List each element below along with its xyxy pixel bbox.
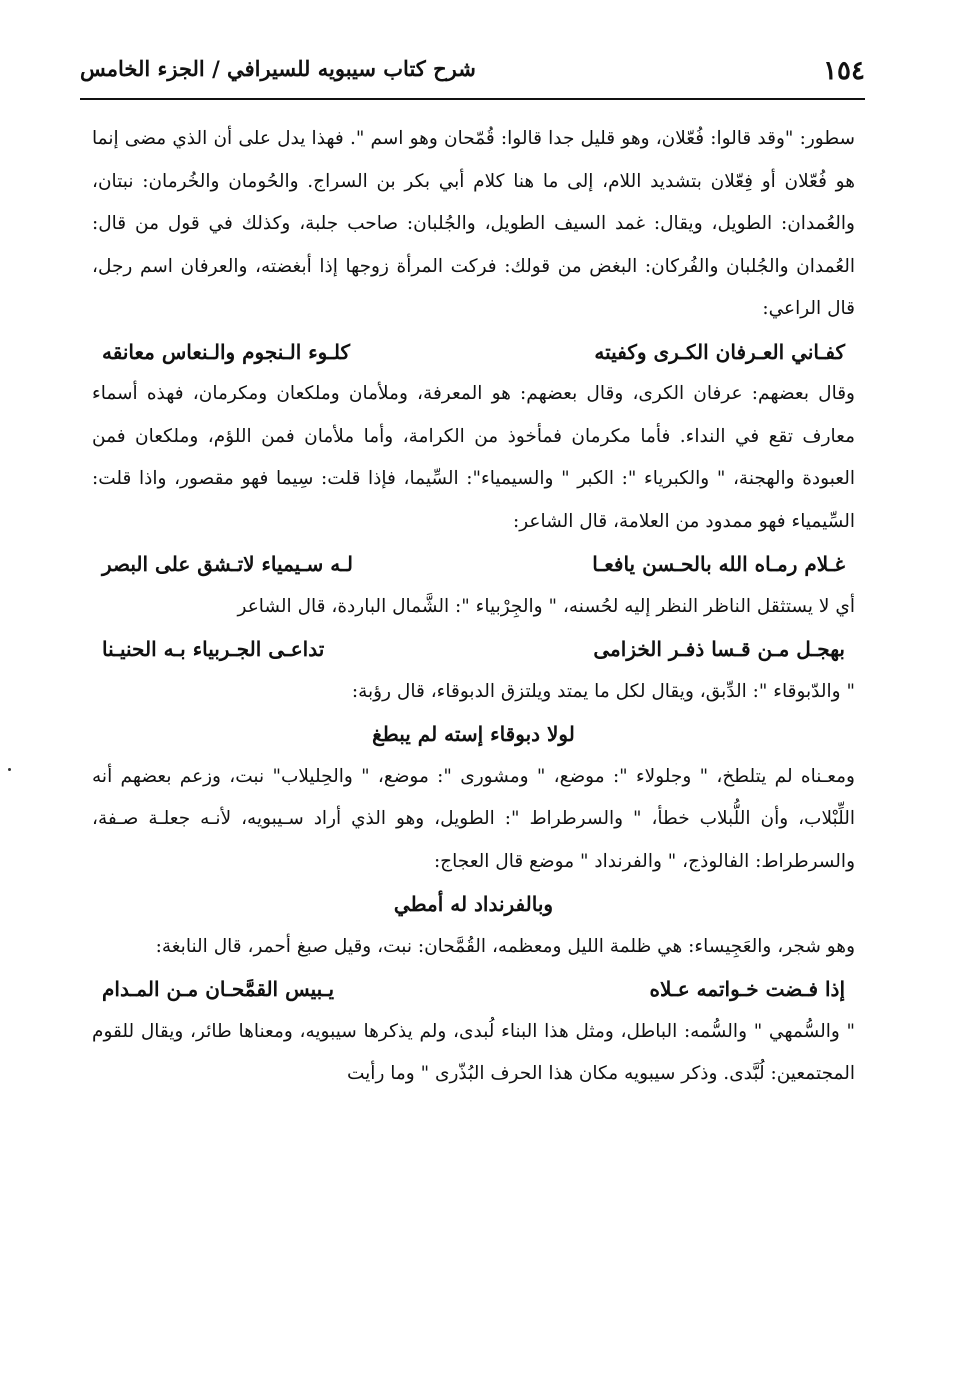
verse-line xyxy=(92,543,855,586)
paragraph: " والدّبوقاء ": الدِّبق، ويقال لكل ما يمتد ويلتزق الدبوقاء، قال رؤبة: xyxy=(351,680,855,702)
page-number: ١٥٤ xyxy=(823,56,865,86)
verse-second-hemistich: كلـوء الـنجوم والـنعاس معانقه xyxy=(102,339,351,364)
verse-second-hemistich: لـه سـيمياء لاتـشق على البصر xyxy=(102,552,353,576)
paragraph: وقال بعضهم: عرفان الكرى، وقال بعضهم: هو المعرفة، وملأمان وملكعان ومكرمان، فهذه أسماء معارف تقع في النداء. فأما مكرمان فمأخوذ من الكرامة، وأما ملأمان فمن اللؤم، وملكعان فمن العبودة والهجنة، " والكبرياء ": الكبر " والسيمياء": السِّيما، فإذا قلت: سِيما فهو مقصور، واذا قلت: السِّيمياء فهو ممدود من العلامة، قال الشاعر: xyxy=(92,383,855,532)
verse-second-hemistich: تداعـى الجـربياء بـه الحنيـنا xyxy=(102,637,325,661)
paragraph: سطور: "وقد قالوا: فُعّلان، وهو قليل جدا قالوا: قُمّحان وهو اسم ". فهذا يدل على أن الذي مضى إنما هو فُعّلان أو فِعّلان بتشديد اللام، إلى ما هنا كلام أبي بكر بن السراج. والحُومان والخُرمان: نبتان، والعُمدان: الطويل، ويقال: غمد السيف الطويل، والجُلبان: صاحب جلبة، وكذلك في قول من قال: العُمدان والجُلبان والفُركان: البغض من قولك: فركت المرأة زوجها إذا أبغضته، والعرفان اسم رجل، قال الراعي: xyxy=(92,128,855,319)
page-body xyxy=(92,118,855,1096)
verse-line xyxy=(92,628,855,671)
verse-first-hemistich: بهجـل مـن قـسا ذفـر الخزامى xyxy=(593,637,845,661)
verse-first-hemistich: كفـاني العـرفان الكـرى وكفيته xyxy=(594,339,845,364)
verse-line xyxy=(92,968,855,1011)
paragraph: ومعـناه لم يتلطخ، " وجلولاء ": موضع، " ومشورى ": موضع، " والحِليلاب" نبت، وزعم بعضهم أنه اللِّبْلاب، وأن اللُّبلاب خطأ، " والسرطراط ": الطويل، وهو الذي أراد سـيبويه، لأنـه جعلـة صـفة، والسرطراط: الفالوذج، " والفرنداد " موضع قال العجاج: xyxy=(92,765,855,872)
verse-first-hemistich: إذا فـضت خـواتمه عـلاه xyxy=(649,977,845,1001)
paragraph: أي لا يستثقل الناظر النظر إليه لحُسنه، " والجِرْبياء ": الشَّمال الباردة، قال الشاعر xyxy=(237,595,855,617)
header-rule xyxy=(80,98,865,100)
verse-single-line: وبالفرنداد له أمطي xyxy=(393,892,554,916)
margin-speck xyxy=(8,768,11,771)
paragraph: " والسُّمهي " والسُّمه: الباطل، ومثل هذا البناء لُبدى، ولم يذكرها سيبويه، ومعناها طائر، ويقال للقوم المجتمعين: لُبَّدى. وذكر سيبويه مكان هذا الحرف البُذّرى " وما رأيت xyxy=(92,1020,855,1084)
verse-first-hemistich: غـلام رمـاه الله بالحـسن يافعـا xyxy=(592,552,845,576)
running-title: شرح كتاب سيبويه للسيرافي / الجزء الخامس xyxy=(80,56,476,81)
paragraph: وهو شجر، والعَجِيساء: هي ظلمة الليل ومعظمه، القُمَّحان: نبت، وقيل صبغ أحمر، قال النابغة: xyxy=(155,935,855,957)
verse-single-line: لولا دبوقاء إسته لم يبطغ xyxy=(372,722,575,746)
verse-second-hemistich: يـبيس القمَّحـان مـن المـدام xyxy=(102,977,335,1001)
running-header xyxy=(80,56,865,96)
verse-line xyxy=(92,331,855,374)
